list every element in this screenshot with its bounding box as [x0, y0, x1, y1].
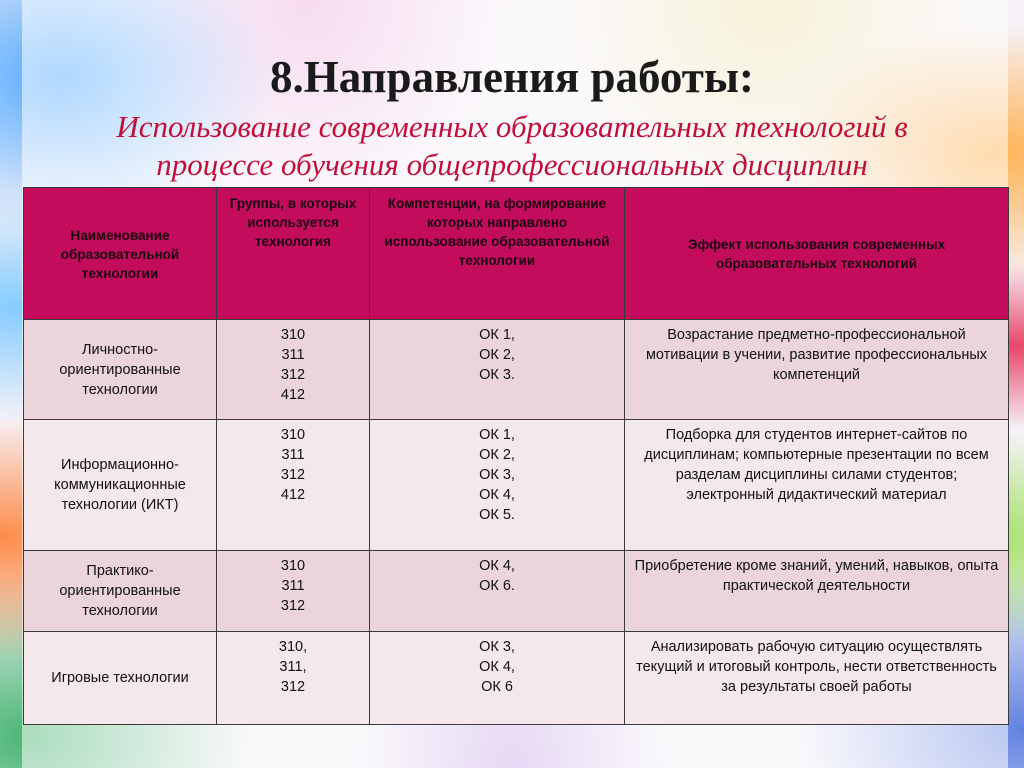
cell-effect: Приобретение кроме знаний, умений, навыков, опыта практической деятельности [625, 551, 1009, 632]
title-area [0, 50, 1024, 184]
competency-value: ОК 2, [479, 347, 515, 363]
cell-effect: Анализировать рабочую ситуацию осуществлять текущий и итоговый контроль, нести ответственность за результаты своей работы [625, 632, 1009, 725]
cell-effect: Возрастание предметно-профессиональной мотивации в учении, развитие профессиональных компетенций [625, 320, 1009, 420]
page-title: 8.Направления работы: [269, 52, 755, 102]
group-value: 312 [280, 467, 306, 483]
table-header-row [24, 188, 1009, 320]
table-row [24, 551, 1009, 632]
cell-groups [217, 632, 370, 725]
competency-value: ОК 4, [479, 659, 515, 675]
header-groups: Группы, в которых используется технология [217, 188, 370, 320]
table-row [24, 320, 1009, 420]
table-row [24, 632, 1009, 725]
group-value: 311, [279, 659, 307, 675]
competency-value: ОК 3. [479, 367, 515, 383]
competency-value: ОК 3, [479, 467, 515, 483]
cell-technology: Практико-ориентированные технологии [24, 551, 217, 632]
cell-competencies [370, 632, 625, 725]
group-value: 412 [280, 387, 306, 403]
competency-value: ОК 4, [479, 487, 515, 503]
competency-value: ОК 2, [479, 447, 515, 463]
group-value: 310 [280, 427, 306, 443]
cell-technology: Игровые технологии [24, 632, 217, 725]
group-value: 312 [280, 367, 306, 383]
cell-groups [217, 320, 370, 420]
cell-competencies [370, 320, 625, 420]
table-row [24, 420, 1009, 551]
group-value: 312 [280, 598, 306, 614]
competency-value: ОК 6. [479, 578, 515, 594]
header-effect: Эффект использования современных образовательных технологий [625, 188, 1009, 320]
cell-competencies [370, 420, 625, 551]
header-technology: Наименование образовательной технологии [24, 188, 217, 320]
subtitle-line-1: Использование современных образовательных технологий в [116, 109, 908, 144]
page-subtitle [0, 108, 1024, 184]
competency-value: ОК 1, [479, 327, 515, 343]
cell-competencies [370, 551, 625, 632]
technologies-table-container [23, 187, 1008, 725]
group-value: 311 [281, 347, 305, 363]
competency-value: ОК 1, [479, 427, 515, 443]
technologies-table [23, 187, 1009, 725]
group-value: 311 [281, 447, 305, 463]
competency-value: ОК 3, [479, 639, 515, 655]
competency-value: ОК 5. [479, 507, 515, 523]
group-value: 311 [281, 578, 305, 594]
group-value: 312 [280, 679, 306, 695]
competency-value: ОК 6 [481, 679, 513, 695]
group-value: 310, [278, 639, 308, 655]
subtitle-line-2: процессе обучения общепрофессиональных дисциплин [156, 147, 868, 182]
competency-value: ОК 4, [479, 558, 515, 574]
group-value: 310 [280, 327, 306, 343]
header-competencies: Компетенции, на формирование которых направлено использование образовательной технологии [370, 188, 625, 320]
group-value: 412 [280, 487, 306, 503]
cell-technology: Информационно-коммуникационные технологии (ИКТ) [24, 420, 217, 551]
cell-groups [217, 551, 370, 632]
cell-effect: Подборка для студентов интернет-сайтов по дисциплинам; компьютерные презентации по всем разделам дисциплины силами студентов; электронный дидактический материал [625, 420, 1009, 551]
cell-groups [217, 420, 370, 551]
cell-technology: Личностно-ориентированные технологии [24, 320, 217, 420]
group-value: 310 [280, 558, 306, 574]
